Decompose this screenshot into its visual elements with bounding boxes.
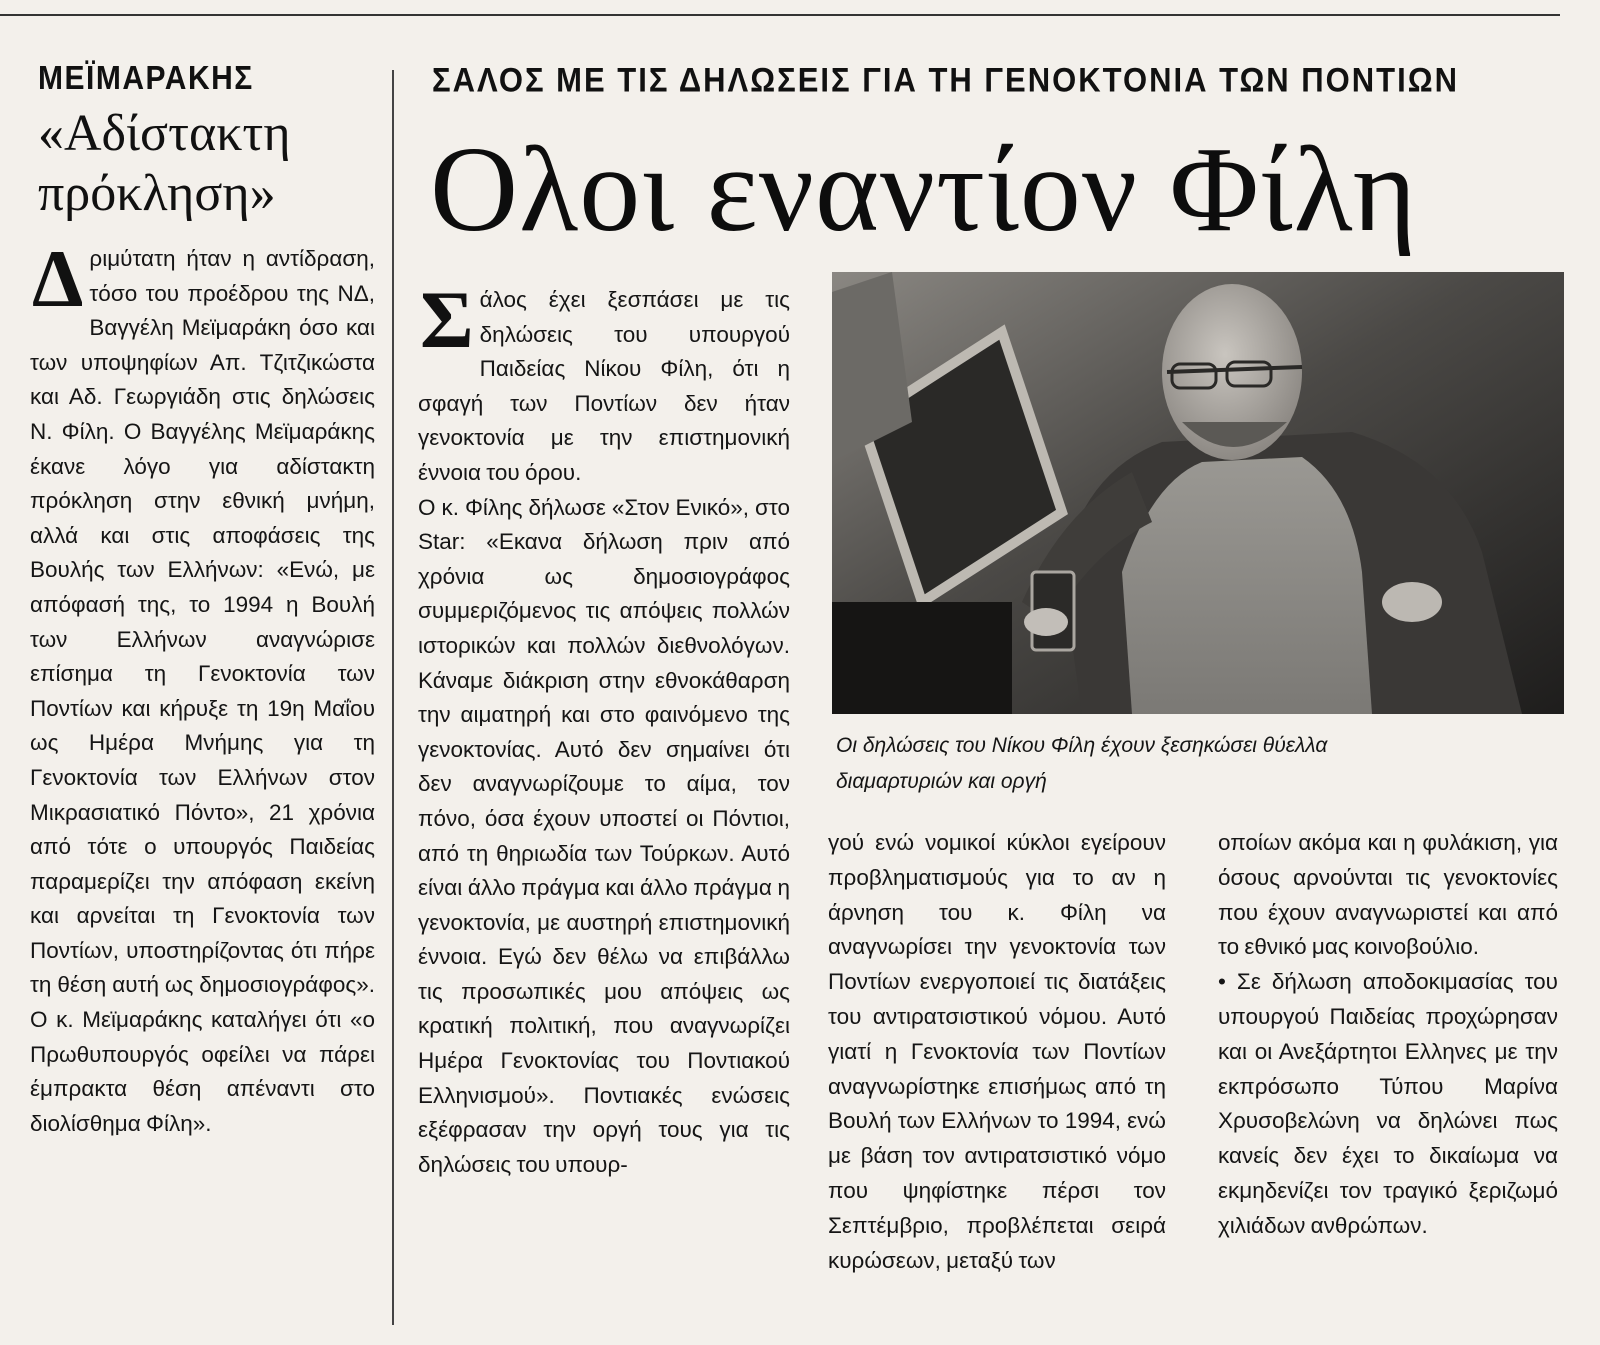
photo-caption-line1: Οι δηλώσεις του Νίκου Φίλη έχουν ξεσηκώσει θύελλα <box>836 734 1328 757</box>
main-dropcap: Σ <box>420 274 474 365</box>
photo-illustration <box>832 272 1564 714</box>
sidebar-headline: «Αδίστακτη πρόκληση» <box>38 105 291 222</box>
sidebar-body-text: ριμύτατη ήταν η αντίδραση, τόσο του προέδρου της ΝΔ, Βαγγέλη Μεϊμαράκη όσο και των υποψηφίων Απ. Τζιτζικώστα και Αδ. Γεωργιάδη στις δηλώσεις Ν. Φίλη. Ο Βαγγέλης Μεϊμαράκης έκανε λόγο για αδίστακτη πρόκληση στην εθνική μνήμη, αλλά και στις αποφάσεις της Βουλής των Ελλήνων: «Ενώ, με απόφασή της, το 1994 η Βουλή των Ελλήνων αναγνώρισε επίσημα τη Γενοκτονία των Ποντίων και κήρυξε τη 19η Μαΐου ως Ημέρα Μνήμης για τη Γενοκτονία των Ελλήνων στον Μικρασιατικό Πόντο», 21 χρόνια από τότε ο υπουργός Παιδείας παραμερίζει την απόφαση εκείνη και αρνείται τη Γενοκτονία των Ποντίων, υποστηρίζοντας ότι πήρε τη θέση αυτή ως δημοσιογράφος». Ο κ. Μεϊμαράκης καταλήγει ότι «ο Πρωθυπουργός οφείλει να πάρει έμπρακτα θέση απέναντι στο διολίσθημα Φίλη». <box>30 246 375 1136</box>
main-headline: Ολοι εναντίον Φίλη <box>430 122 1418 257</box>
sidebar-dropcap: Δ <box>32 233 84 324</box>
column-separator <box>392 70 394 1325</box>
main-col3-para2: • Σε δήλωση αποδοκιμασίας του υπουργού Παιδείας προχώρησαν και οι Ανεξάρτητοι Ελληνες με την εκπρόσωπο Τύπου Μαρίνα Χρυσοβελώνη να δηλώνει πως κανείς δεν έχει το δικαίωμα να εκμηδενίζει τον τραγικό ξεριζωμό χιλιάδων ανθρώπων. <box>1218 969 1558 1238</box>
sidebar-body <box>30 233 375 1141</box>
article-photo <box>832 272 1564 714</box>
main-col3-para1: οποίων ακόμα και η φυλάκιση, για όσους αρνούνται τις γενοκτονίες που έχουν αναγνωριστεί και από το εθνικό μας κοινοβούλιο. <box>1218 830 1558 960</box>
main-kicker: ΣΑΛΟΣ ΜΕ ΤΙΣ ΔΗΛΩΣΕΙΣ ΓΙΑ ΤΗ ΓΕΝΟΚΤΟΝΙΑ ΤΩΝ ΠΟΝΤΙΩΝ <box>432 60 1459 100</box>
main-col1-para1-text: άλος έχει ξεσπάσει με τις δηλώσεις του υπουργού Παιδείας Νίκου Φίλη, ότι η σφαγή των Ποντίων δεν ήταν γενοκτονία με την επιστημονική έννοια του όρου. <box>418 287 790 485</box>
sidebar-kicker: ΜΕΪΜΑΡΑΚΗΣ <box>38 60 254 97</box>
main-column-1 <box>418 274 790 1182</box>
sidebar-article <box>30 60 375 1141</box>
main-column-2 <box>828 826 1166 1278</box>
main-col1-para2: Ο κ. Φίλης δήλωσε «Στον Ενικό», στο Star: «Εκανα δήλωση πριν από χρόνια ως δημοσιογράφος συμμεριζόμενος τις απόψεις πολλών ιστορικών και πολλών διεθνολόγων. Κάναμε διάκριση στην εθνοκάθαρση την αιματηρή και στο φαινόμενο της γενοκτονίας. Αυτό δεν σημαίνει ότι δεν αναγνωρίζουμε το αίμα, τον πόνο, όσα έχουν υποστεί οι Πόντιοι, από τη θηριωδία των Τούρκων. Αυτό είναι άλλο πράγμα και άλλο πράγμα η γενοκτονία, με αυστηρή επιστημονική έννοια. Εγώ δεν θέλω να επιβάλλω τις προσωπικές μου απόψεις ως κρατική πολιτική, που αναγνωρίζει Ημέρα Γενοκτονίας του Ποντιακού Ελληνισμού». Ποντιακές ενώσεις εξέφρασαν την οργή τους για τις δηλώσεις του υπουρ- <box>418 494 790 1177</box>
main-col1-para1 <box>418 274 790 491</box>
main-col2-text: γού ενώ νομικοί κύκλοι εγείρουν προβληματισμούς για το αν η άρνηση του κ. Φίλη να αναγνωρίσει την γενοκτονία των Ποντίων ενεργοποιεί τις διατάξεις του αντιρατσιστικού νόμου. Αυτό γιατί η Γενοκτονία των Ποντίων αναγνωρίστηκε επισήμως από τη Βουλή των Ελλήνων το 1994, ενώ με βάση τον αντιρατσιστικό νόμο που ψηφίστηκε πέρσι τον Σεπτέμβριο, προβλέπεται σειρά κυρώσεων, μεταξύ των <box>828 830 1166 1273</box>
photo-caption <box>836 728 1556 800</box>
main-column-3 <box>1218 826 1558 1244</box>
top-rule <box>0 14 1560 16</box>
photo-caption-line2: διαμαρτυριών και οργή <box>836 770 1047 793</box>
